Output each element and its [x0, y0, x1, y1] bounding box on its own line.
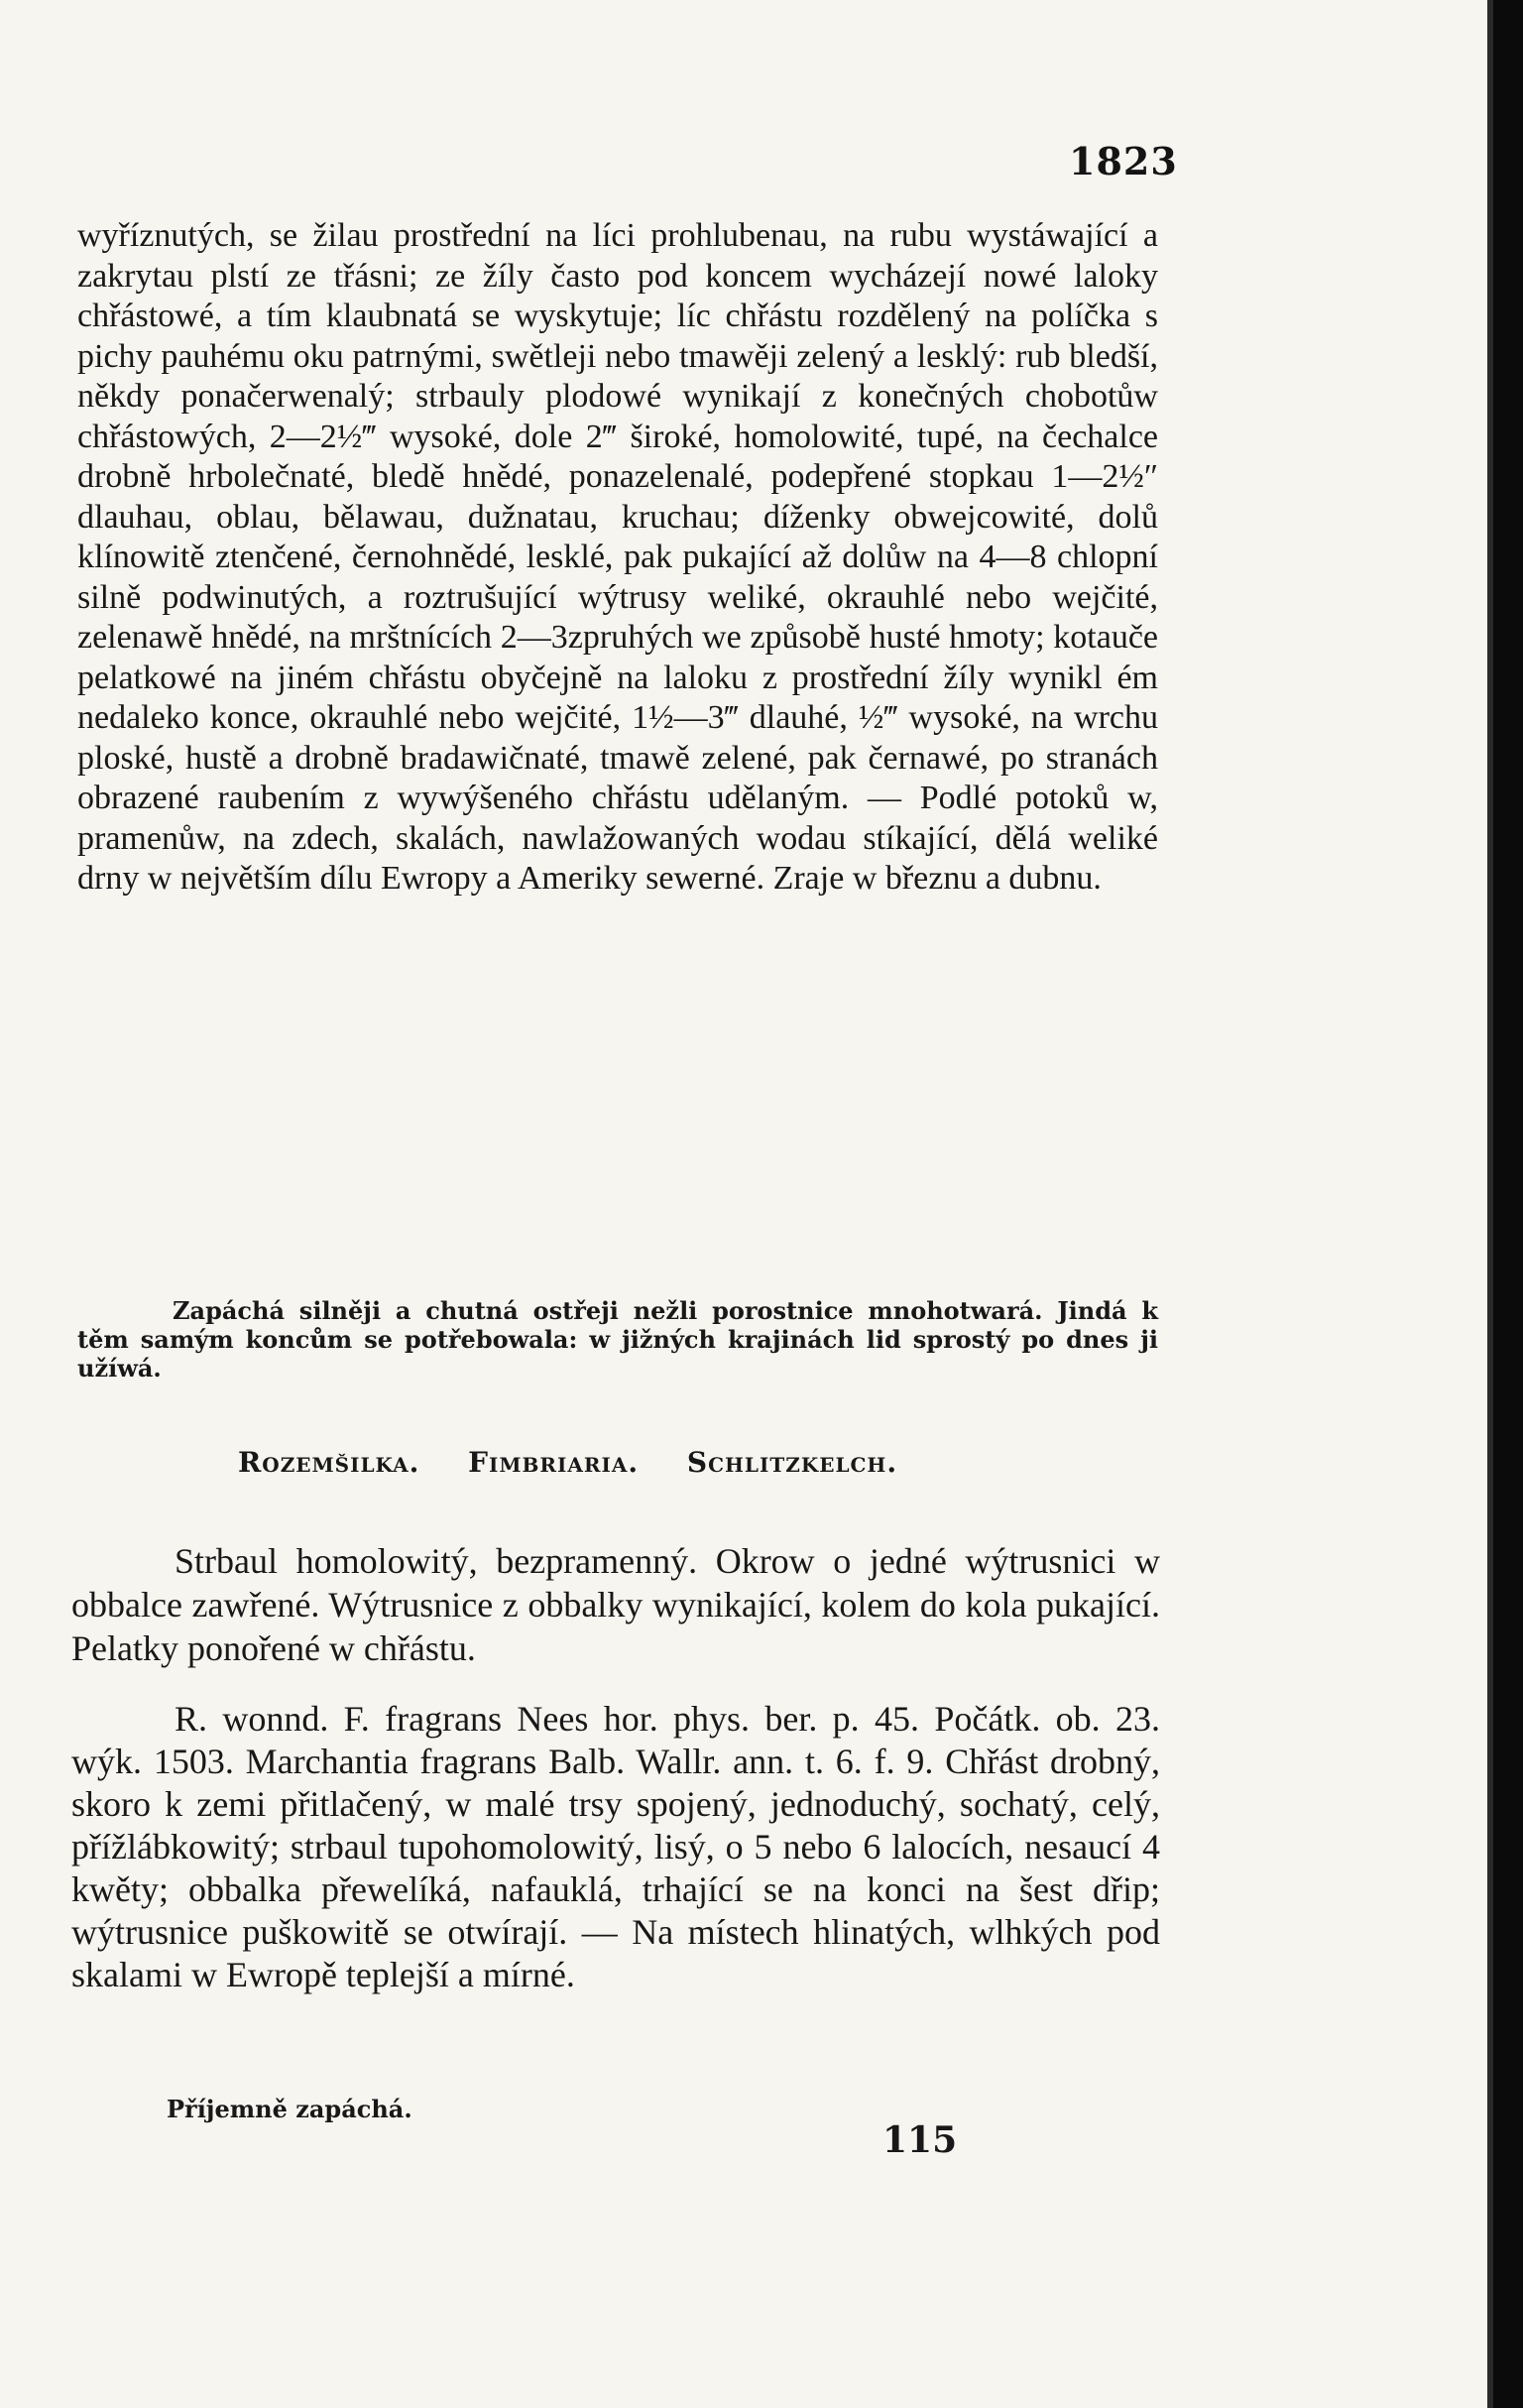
genus-description-text: Strbaul homolowitý, bezpramenný. Okrow o jedné wýtrusnici w obbalce zawřené. Wýtrusnice z obbalky wynikající, kolem do kola pukající. Pelatky ponořené w chřástu.	[71, 1541, 1160, 1668]
species-note: Příjemně zapáchá.	[167, 2095, 412, 2123]
genus-description	[71, 1539, 1160, 1670]
heading-czech-name: Rozemšilka.	[238, 1446, 420, 1479]
footnote-paragraph	[77, 1296, 1158, 1383]
species-description-text: R. wonnd. F. fragrans Nees hor. phys. ber. p. 45. Počátk. ob. 23. wýk. 1503. Marchantia fragrans Balb. Wallr. ann. t. 6. f. 9. Chřást drobný, skoro k zemi přitlačený, w malé trsy spojený, jednoduchý, sochatý, celý, přížlábkowitý; strbaul tupohomolowitý, lisý, o 5 nebo 6 lalocích, nesaucí 4 kwěty; obbalka přewelíká, nafauklá, trhající se na konci na šest dřip; wýtrusnice puškowitě se otwírají. — Na místech hlinatých, wlhkých pod skalami w Ewropě teplejší a mírné.	[71, 1699, 1160, 1994]
main-paragraph-text: wyříznutých, se žilau prostřední na líci prohlubenau, na rubu wystáwající a zakrytau plstí ze třásni; ze žíly často pod koncem wycházejí nowé laloky chřástowé, a tím klaubnatá se wyskytuje; líc chřástu rozdělený na políčka s pichy pauhému oku patrnými, swětleji nebo tmawěji zelený a lesklý: rub bledší, někdy ponačerwenalý; strbauly plodowé wynikají z konečných chobotůw chřástowých, 2—2½‴ wysoké, dole 2‴ široké, homolowité, tupé, na čechalce drobně hrbolečnaté, bledě hnědé, ponazelenalé, podepřené stopkau 1—2½″ dlauhau, oblau, bělawau, dužnatau, kruchau; díženky obwejcowité, dolů klínowitě ztenčené, černohnědé, lesklé, pak pukající až dolůw na 4—8 chlopní silně podwinutých, a roztrušující wýtrusy weliké, okrauhlé nebo wejčité, zelenawě hnědé, na mrštnících 2—3zpruhých we způsobě husté hmoty; kotauče pelatkowé na jiném chřástu obyčejně na laloku z prostřední žíly wynikl ém nedaleko konce, okrauhlé nebo wejčité, 1½—3‴ dlauhé, ½‴ wysoké, na wrchu ploské, hustě a drobně bradawičnaté, tmawě zelené, pak černawé, po stranách obrazené raubením z wywýšeného chřástu udělaným. — Podlé potoků w, pramenůw, na zdech, skalách, nawlažowaných wodau stíkající, dělá weliké drny w největším dílu Ewropy a Ameriky sewerné. Zraje w březnu a dubnu.	[77, 217, 1158, 897]
main-paragraph	[77, 216, 1158, 900]
footnote-text: Zapáchá silněji a chutná ostřeji nežli porostnice mnohotwará. Jindá k těm samým koncům se potřebowala: w jižných krajinách lid sprostý po dnes ji užíwá.	[77, 1296, 1158, 1383]
heading-german-name: Schlitzkelch.	[686, 1446, 898, 1479]
species-description	[71, 1698, 1160, 1996]
page-edge	[1487, 0, 1493, 2408]
signature-number: 115	[882, 2119, 958, 2161]
section-heading	[238, 1446, 935, 1479]
page-number: 1823	[1069, 139, 1178, 183]
heading-latin-name: Fimbriaria.	[468, 1446, 640, 1479]
